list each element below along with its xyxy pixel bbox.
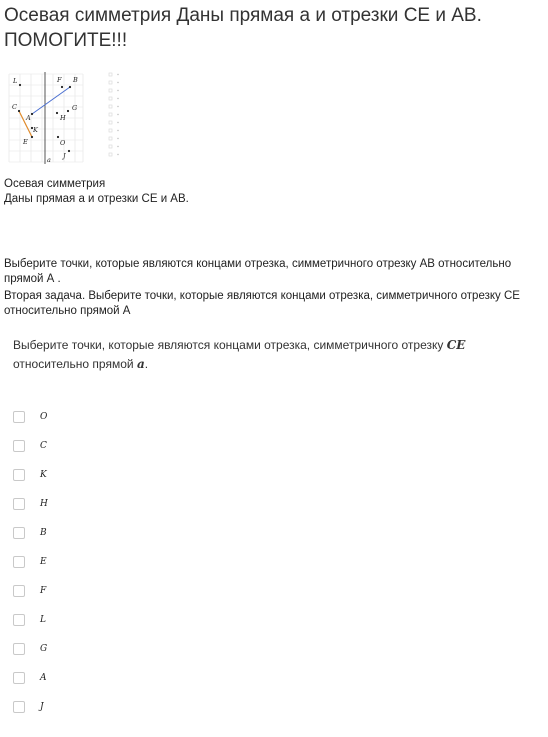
attachment-thumbnail[interactable] <box>107 70 267 166</box>
svg-text:J: J <box>63 152 66 160</box>
option-item[interactable] <box>13 699 44 715</box>
option-checkbox[interactable] <box>13 440 25 452</box>
option-item[interactable] <box>13 583 46 599</box>
svg-text:K: K <box>33 126 38 134</box>
option-checkbox[interactable] <box>13 585 25 597</box>
option-item[interactable] <box>13 409 47 425</box>
option-label: F <box>40 586 47 596</box>
svg-text:B: B <box>73 76 78 84</box>
option-label: E <box>40 557 47 567</box>
option-label: G <box>40 644 48 654</box>
option-item[interactable] <box>13 670 47 686</box>
segment-ab <box>32 87 70 114</box>
grid-figure <box>5 70 87 166</box>
option-checkbox[interactable] <box>13 411 25 423</box>
option-checkbox[interactable] <box>13 469 25 481</box>
geometry-figure[interactable] <box>5 70 87 166</box>
attachment-row <box>5 70 275 170</box>
question-card-text <box>13 336 533 374</box>
question-title: Осевая симметрия Даны прямая а и отрезки CE и AB. ПОМОГИТЕ!!! <box>4 5 482 51</box>
option-checkbox[interactable] <box>13 672 25 684</box>
option-checkbox[interactable] <box>13 614 25 626</box>
options-thumbnail <box>107 70 267 166</box>
description-line-1: Осевая симметрия <box>4 178 106 190</box>
option-checkbox[interactable] <box>13 556 25 568</box>
svg-text:A: A <box>26 114 31 122</box>
option-item[interactable] <box>13 641 47 657</box>
option-item[interactable] <box>13 467 47 483</box>
svg-text:L: L <box>13 77 18 85</box>
option-label: H <box>40 499 48 509</box>
option-checkbox[interactable] <box>13 701 25 713</box>
option-label: K <box>40 470 47 480</box>
task-1-text: Выберите точки, которые являются концами отрезка, симметричного отрезку AB относительно прямой А . <box>4 258 512 285</box>
option-checkbox[interactable] <box>13 643 25 655</box>
svg-text:O: O <box>60 139 66 147</box>
option-item[interactable] <box>13 438 47 454</box>
svg-text:C: C <box>12 103 17 111</box>
option-item[interactable] <box>13 612 46 628</box>
option-label: O <box>40 412 48 422</box>
svg-text:H: H <box>60 114 66 122</box>
option-checkbox[interactable] <box>13 527 25 539</box>
question-line: a <box>136 357 145 371</box>
option-item[interactable] <box>13 496 48 512</box>
question-text-end: . <box>144 357 149 371</box>
svg-text:E: E <box>23 138 28 146</box>
option-item[interactable] <box>13 554 47 570</box>
option-label: A <box>40 673 47 683</box>
svg-text:G: G <box>72 104 78 112</box>
svg-text:F: F <box>57 76 62 84</box>
option-label: L <box>40 615 46 625</box>
option-item[interactable] <box>13 525 47 541</box>
option-label: C <box>40 441 47 451</box>
task-2-text: Вторая задача. Выберите точки, которые являются концами отрезка, симметричного отрезку CE относительно прямой А <box>4 290 520 317</box>
description-line-2: Даны прямая а и отрезки CE и AB. <box>4 193 189 205</box>
option-checkbox[interactable] <box>13 498 25 510</box>
option-label: J <box>40 702 44 712</box>
option-label: B <box>40 528 47 538</box>
svg-text:a: a <box>47 156 51 164</box>
question-segment: CE <box>446 338 466 352</box>
question-text-middle: относительно прямой <box>13 357 137 371</box>
question-text-before: Выберите точки, которые являются концами отрезка, симметричного отрезку <box>13 338 447 352</box>
